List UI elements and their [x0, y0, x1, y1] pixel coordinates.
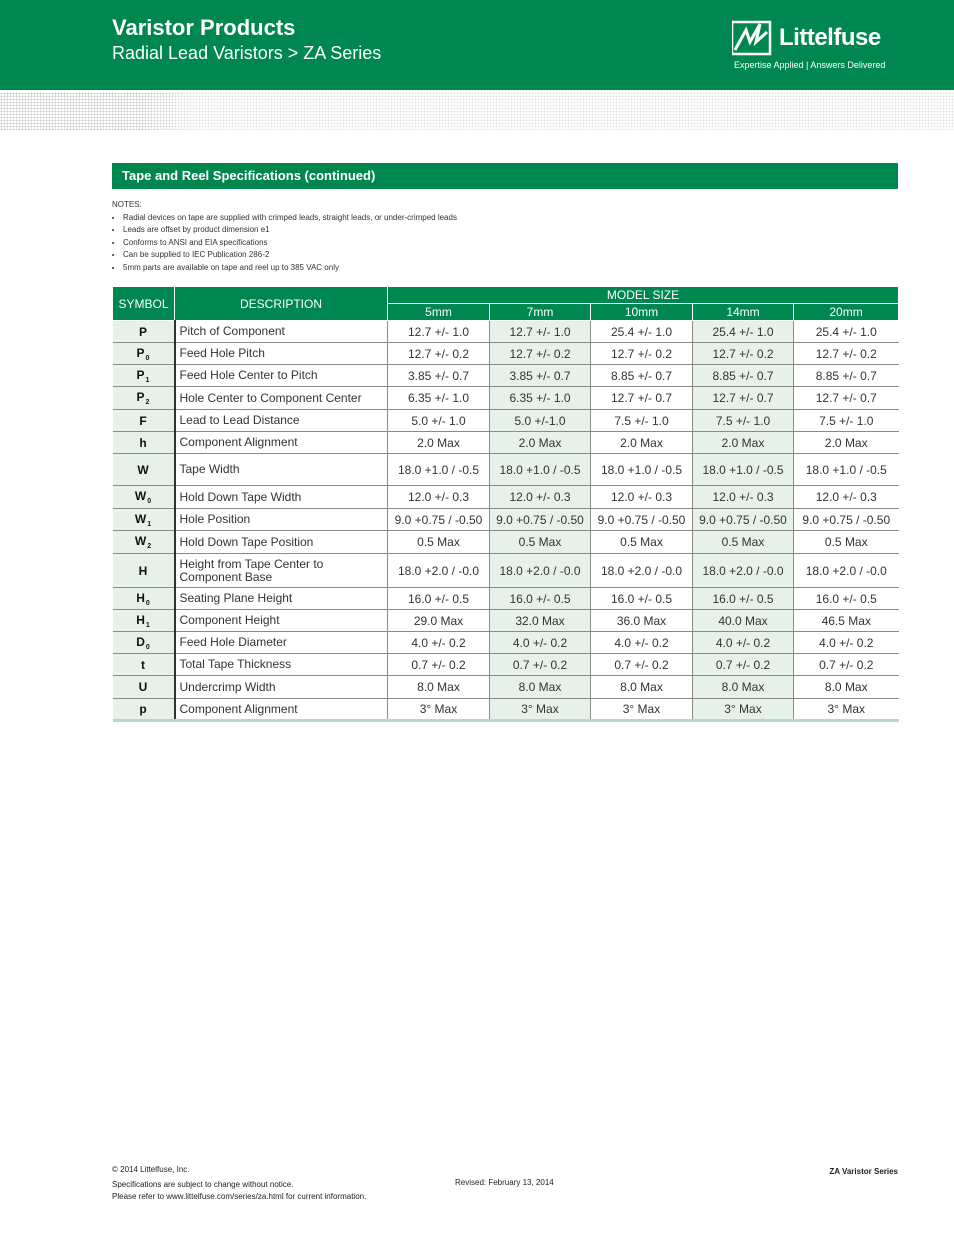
page-title: Varistor Products — [112, 15, 296, 40]
symbol-text: D — [136, 634, 145, 649]
value-cell-5mm: 18.0 +2.0 / -0.0 — [388, 554, 490, 588]
description-cell: Hold Down Tape Width — [175, 486, 388, 509]
description-cell: Feed Hole Diameter — [175, 632, 388, 654]
value-cell-14mm: 3° Max — [693, 699, 794, 721]
value-cell-7mm: 18.0 +1.0 / -0.5 — [490, 454, 591, 486]
description-cell: Component Alignment — [175, 699, 388, 721]
description-cell: Hole Position — [175, 509, 388, 531]
value-cell-10mm: 16.0 +/- 0.5 — [591, 588, 693, 610]
table-row — [113, 699, 899, 721]
value-cell-10mm: 12.0 +/- 0.3 — [591, 486, 693, 509]
value-cell-20mm: 25.4 +/- 1.0 — [794, 321, 899, 343]
symbol-text: H — [138, 563, 148, 578]
footer-copyright: © 2014 Littelfuse, Inc. — [112, 1165, 190, 1174]
value-cell-7mm: 0.7 +/- 0.2 — [490, 654, 591, 676]
value-cell-5mm: 18.0 +1.0 / -0.5 — [388, 454, 490, 486]
value-cell-5mm: 12.0 +/- 0.3 — [388, 486, 490, 509]
symbol-cell — [113, 321, 175, 343]
value-cell-20mm: 12.7 +/- 0.2 — [794, 343, 899, 365]
value-cell-10mm: 3° Max — [591, 699, 693, 721]
value-cell-14mm: 18.0 +1.0 / -0.5 — [693, 454, 794, 486]
value-cell-7mm: 18.0 +2.0 / -0.0 — [490, 554, 591, 588]
symbol-cell — [113, 410, 175, 432]
value-cell-14mm: 0.7 +/- 0.2 — [693, 654, 794, 676]
value-cell-20mm: 16.0 +/- 0.5 — [794, 588, 899, 610]
value-cell-10mm: 4.0 +/- 0.2 — [591, 632, 693, 654]
value-cell-20mm: 18.0 +1.0 / -0.5 — [794, 454, 899, 486]
value-cell-14mm: 2.0 Max — [693, 432, 794, 454]
symbol-text: P — [138, 324, 147, 339]
symbol-text: W — [134, 511, 147, 526]
value-cell-7mm: 9.0 +0.75 / -0.50 — [490, 509, 591, 531]
notes-heading: NOTES: — [112, 200, 142, 209]
note-item: • Radial devices on tape are supplied with crimped leads, straight leads, or under-crimped leads — [123, 212, 457, 225]
description-cell: Feed Hole Pitch — [175, 343, 388, 365]
table-row — [113, 343, 899, 365]
symbol-cell — [113, 632, 175, 654]
value-cell-10mm: 25.4 +/- 1.0 — [591, 321, 693, 343]
footer-series: ZA Varistor Series — [829, 1167, 898, 1176]
table-row — [113, 321, 899, 343]
notes-list — [112, 212, 457, 275]
symbol-text: H — [136, 590, 145, 605]
note-item: • Leads are offset by product dimension e1 — [123, 224, 457, 237]
value-cell-10mm: 18.0 +1.0 / -0.5 — [591, 454, 693, 486]
tape-reel-spec-table — [112, 286, 899, 722]
symbol-text: P — [136, 367, 145, 382]
symbol-subscript: 1 — [147, 520, 152, 528]
symbol-cell — [113, 588, 175, 610]
table-row — [113, 387, 899, 410]
note-item: • Can be supplied to IEC Publication 286-2 — [123, 249, 457, 262]
brand-tagline: Expertise Applied | Answers Delivered — [734, 60, 886, 70]
symbol-text: W — [134, 489, 147, 503]
value-cell-14mm: 8.0 Max — [693, 676, 794, 699]
symbol-text: p — [139, 702, 147, 716]
value-cell-5mm: 8.0 Max — [388, 676, 490, 699]
table-row — [113, 654, 899, 676]
symbol-cell — [113, 509, 175, 531]
value-cell-14mm: 25.4 +/- 1.0 — [693, 321, 794, 343]
symbol-header: SYMBOL — [113, 287, 175, 321]
symbol-subscript: 2 — [145, 399, 150, 406]
value-cell-10mm: 8.85 +/- 0.7 — [591, 365, 693, 387]
symbol-subscript: 0 — [147, 498, 152, 505]
symbol-cell — [113, 654, 175, 676]
value-cell-10mm: 0.5 Max — [591, 531, 693, 554]
value-cell-20mm: 3° Max — [794, 699, 899, 721]
symbol-text: W — [137, 462, 149, 477]
symbol-cell — [113, 343, 175, 365]
symbol-cell — [113, 699, 175, 721]
value-cell-7mm: 3.85 +/- 0.7 — [490, 365, 591, 387]
value-cell-5mm: 5.0 +/- 1.0 — [388, 410, 490, 432]
value-cell-7mm: 5.0 +/-1.0 — [490, 410, 591, 432]
table-row — [113, 610, 899, 632]
value-cell-5mm: 6.35 +/- 1.0 — [388, 387, 490, 410]
table-row — [113, 410, 899, 432]
table-row — [113, 509, 899, 531]
symbol-text: h — [139, 435, 147, 450]
note-item: • Conforms to ANSI and EIA specifications — [123, 237, 457, 250]
footer-refer: Please refer to www.littelfuse.com/series/za.html for current information. — [112, 1192, 367, 1201]
value-cell-5mm: 12.7 +/- 1.0 — [388, 321, 490, 343]
value-cell-7mm: 16.0 +/- 0.5 — [490, 588, 591, 610]
value-cell-5mm: 0.5 Max — [388, 531, 490, 554]
value-cell-5mm: 2.0 Max — [388, 432, 490, 454]
table-row — [113, 588, 899, 610]
value-cell-5mm: 3° Max — [388, 699, 490, 721]
description-cell: Height from Tape Center to Component Base — [175, 554, 388, 588]
value-cell-5mm: 29.0 Max — [388, 610, 490, 632]
size-header-7mm: 7mm — [490, 304, 591, 321]
value-cell-20mm: 0.7 +/- 0.2 — [794, 654, 899, 676]
value-cell-7mm: 2.0 Max — [490, 432, 591, 454]
symbol-cell — [113, 387, 175, 410]
value-cell-20mm: 9.0 +0.75 / -0.50 — [794, 509, 899, 531]
description-cell: Component Alignment — [175, 432, 388, 454]
model-size-header: MODEL SIZE — [388, 287, 899, 304]
dot-pattern-fade — [0, 92, 954, 130]
description-cell: Hole Center to Component Center — [175, 387, 388, 410]
value-cell-10mm: 8.0 Max — [591, 676, 693, 699]
symbol-subscript: 1 — [145, 621, 150, 629]
value-cell-7mm: 12.7 +/- 1.0 — [490, 321, 591, 343]
description-cell: Undercrimp Width — [175, 676, 388, 699]
value-cell-10mm: 0.7 +/- 0.2 — [591, 654, 693, 676]
brand-name: Littelfuse — [779, 24, 881, 51]
value-cell-10mm: 12.7 +/- 0.7 — [591, 387, 693, 410]
symbol-subscript: 0 — [145, 599, 150, 607]
notes-block — [112, 199, 457, 274]
symbol-cell — [113, 531, 175, 554]
value-cell-5mm: 3.85 +/- 0.7 — [388, 365, 490, 387]
page-header — [0, 0, 954, 90]
symbol-subscript: 1 — [145, 376, 150, 384]
value-cell-10mm: 7.5 +/- 1.0 — [591, 410, 693, 432]
value-cell-20mm: 4.0 +/- 0.2 — [794, 632, 899, 654]
value-cell-14mm: 8.85 +/- 0.7 — [693, 365, 794, 387]
value-cell-7mm: 32.0 Max — [490, 610, 591, 632]
symbol-text: W — [134, 534, 147, 548]
size-header-14mm: 14mm — [693, 304, 794, 321]
value-cell-20mm: 8.85 +/- 0.7 — [794, 365, 899, 387]
value-cell-20mm: 12.0 +/- 0.3 — [794, 486, 899, 509]
value-cell-20mm: 12.7 +/- 0.7 — [794, 387, 899, 410]
value-cell-7mm: 12.7 +/- 0.2 — [490, 343, 591, 365]
symbol-subscript: 0 — [145, 643, 150, 651]
value-cell-14mm: 7.5 +/- 1.0 — [693, 410, 794, 432]
symbol-cell — [113, 610, 175, 632]
value-cell-20mm: 8.0 Max — [794, 676, 899, 699]
value-cell-20mm: 7.5 +/- 1.0 — [794, 410, 899, 432]
footer-left — [112, 1164, 366, 1204]
value-cell-14mm: 4.0 +/- 0.2 — [693, 632, 794, 654]
symbol-text: P — [136, 345, 145, 360]
table-row — [113, 432, 899, 454]
value-cell-7mm: 0.5 Max — [490, 531, 591, 554]
table-row — [113, 632, 899, 654]
table-row — [113, 365, 899, 387]
table-row — [113, 486, 899, 509]
value-cell-14mm: 18.0 +2.0 / -0.0 — [693, 554, 794, 588]
value-cell-5mm: 0.7 +/- 0.2 — [388, 654, 490, 676]
value-cell-10mm: 18.0 +2.0 / -0.0 — [591, 554, 693, 588]
description-header: DESCRIPTION — [175, 287, 388, 321]
value-cell-20mm: 18.0 +2.0 / -0.0 — [794, 554, 899, 588]
value-cell-10mm: 36.0 Max — [591, 610, 693, 632]
value-cell-7mm: 4.0 +/- 0.2 — [490, 632, 591, 654]
value-cell-20mm: 0.5 Max — [794, 531, 899, 554]
description-cell: Lead to Lead Distance — [175, 410, 388, 432]
value-cell-5mm: 12.7 +/- 0.2 — [388, 343, 490, 365]
section-title: Tape and Reel Specifications (continued) — [112, 163, 898, 189]
value-cell-14mm: 9.0 +0.75 / -0.50 — [693, 509, 794, 531]
value-cell-14mm: 16.0 +/- 0.5 — [693, 588, 794, 610]
value-cell-10mm: 2.0 Max — [591, 432, 693, 454]
value-cell-5mm: 4.0 +/- 0.2 — [388, 632, 490, 654]
value-cell-20mm: 46.5 Max — [794, 610, 899, 632]
value-cell-14mm: 12.7 +/- 0.7 — [693, 387, 794, 410]
description-cell: Total Tape Thickness — [175, 654, 388, 676]
symbol-cell — [113, 365, 175, 387]
footer-revised: Revised: February 13, 2014 — [455, 1178, 554, 1187]
size-header-10mm: 10mm — [591, 304, 693, 321]
description-cell: Pitch of Component — [175, 321, 388, 343]
symbol-text: t — [141, 657, 145, 672]
symbol-subscript: 2 — [147, 543, 152, 550]
table-row — [113, 531, 899, 554]
symbol-text: H — [136, 612, 145, 627]
symbol-cell — [113, 454, 175, 486]
description-cell: Hold Down Tape Position — [175, 531, 388, 554]
size-header-20mm: 20mm — [794, 304, 899, 321]
footer-disclaimer: Specifications are subject to change without notice. — [112, 1179, 294, 1189]
symbol-cell — [113, 676, 175, 699]
value-cell-5mm: 16.0 +/- 0.5 — [388, 588, 490, 610]
value-cell-5mm: 9.0 +0.75 / -0.50 — [388, 509, 490, 531]
description-cell: Tape Width — [175, 454, 388, 486]
value-cell-14mm: 12.0 +/- 0.3 — [693, 486, 794, 509]
symbol-subscript: 0 — [145, 354, 150, 362]
value-cell-7mm: 3° Max — [490, 699, 591, 721]
note-item: • 5mm parts are available on tape and reel up to 385 VAC only — [123, 262, 457, 275]
value-cell-20mm: 2.0 Max — [794, 432, 899, 454]
value-cell-7mm: 8.0 Max — [490, 676, 591, 699]
value-cell-14mm: 0.5 Max — [693, 531, 794, 554]
page-subtitle: Radial Lead Varistors > ZA Series — [112, 43, 382, 63]
symbol-cell — [113, 432, 175, 454]
table-row — [113, 676, 899, 699]
symbol-cell — [113, 486, 175, 509]
value-cell-7mm: 6.35 +/- 1.0 — [490, 387, 591, 410]
value-cell-10mm: 9.0 +0.75 / -0.50 — [591, 509, 693, 531]
description-cell: Component Height — [175, 610, 388, 632]
description-cell: Feed Hole Center to Pitch — [175, 365, 388, 387]
description-cell: Seating Plane Height — [175, 588, 388, 610]
value-cell-10mm: 12.7 +/- 0.2 — [591, 343, 693, 365]
table-row — [113, 454, 899, 486]
value-cell-14mm: 12.7 +/- 0.2 — [693, 343, 794, 365]
symbol-text: P — [136, 390, 145, 404]
symbol-text: U — [138, 680, 148, 694]
value-cell-7mm: 12.0 +/- 0.3 — [490, 486, 591, 509]
value-cell-14mm: 40.0 Max — [693, 610, 794, 632]
size-header-5mm: 5mm — [388, 304, 490, 321]
table-row — [113, 554, 899, 588]
symbol-cell — [113, 554, 175, 588]
symbol-text: F — [139, 413, 147, 428]
